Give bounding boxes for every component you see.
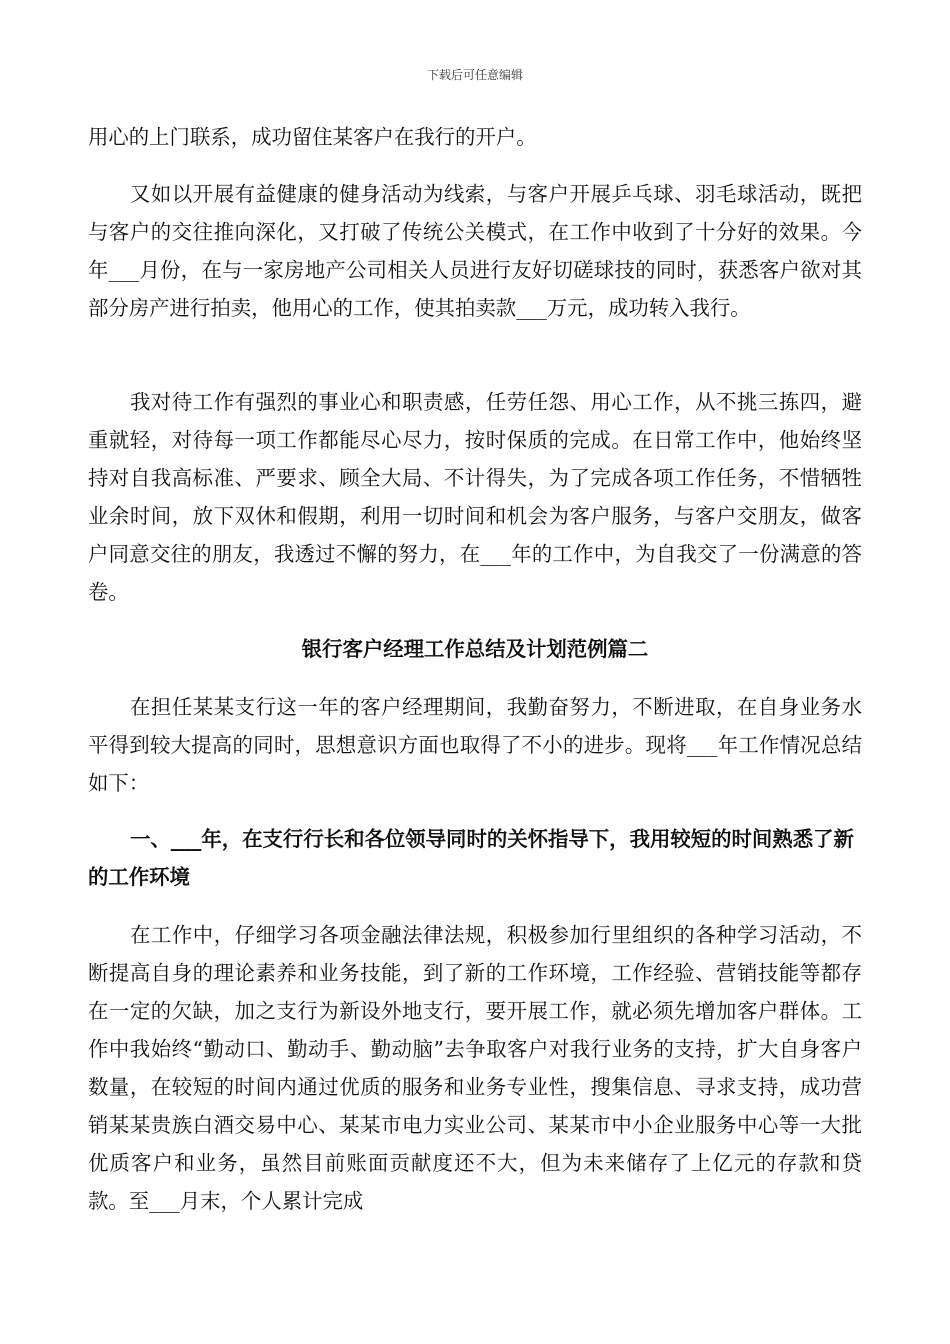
section-title: 银行客户经理工作总结及计划范例篇二: [301, 637, 649, 661]
page-header-note: 下载后可任意编辑: [426, 68, 523, 82]
paragraph-intro: 在担任某某支行这一年的客户经理期间，我勤奋努力，不断进取，在自身业务水平得到较大提高的同时，思想意识方面也取得了不小的进步。现将___年工作情况总结如下：: [88, 695, 862, 795]
paragraph-sports-activities: 又如以开展有益健康的健身活动为线索，与客户开展乒乓球、羽毛球活动，既把与客户的交往推向深化，又打破了传统公关模式，在工作中收到了十分好的效果。今年___月份，在与一家房地产公司相关人员进行友好切磋球技的同时，获悉客户欲对其部分房产进行拍卖，他用心的工作，使其拍卖款___万元，成功转入我行。: [88, 182, 862, 320]
paragraph-work-details: 在工作中，仔细学习各项金融法律法规，积极参加行里组织的各种学习活动，不断提高自身的理论素养和业务技能，到了新的工作环境，工作经验、营销技能等都存在一定的欠缺，加之支行为新设外地支行，要开展工作，就必须先增加客户群体。工作中我始终“勤动口、勤动手、勤动脑”去争取客户对我行业务的支持，扩大自身客户数量，在较短的时间内通过优质的服务和业务专业性，搜集信息、寻求支持，成功营销某某贵族白酒交易中心、某某市电力实业公司、某某市中小企业服务中心等一大批优质客户和业务，虽然目前账面贡献度还不大，但为未来储存了上亿元的存款和贷款。至___月末，个人累计完成: [88, 923, 862, 1213]
paragraph-continuation: 用心的上门联系，成功留住某客户在我行的开户。: [88, 125, 537, 149]
paragraph-work-attitude: 我对待工作有强烈的事业心和职责感，任劳任怨、用心工作，从不挑三拣四，避重就轻，对待每一项工作都能尽心尽力，按时保质的完成。在日常工作中，他始终坚持对自我高标准、严要求、顾全大局、不计得失，为了完成各项工作任务，不惜牺牲业余时间，放下双休和假期，利用一切时间和机会为客户服务，与客户交朋友，做客户同意交往的朋友，我透过不懈的努力，在___年的工作中，为自我交了一份满意的答卷。: [88, 390, 862, 604]
subsection-heading: 一、___年，在支行行长和各位领导同时的关怀指导下，我用较短的时间熟悉了新的工作环境: [88, 827, 854, 889]
